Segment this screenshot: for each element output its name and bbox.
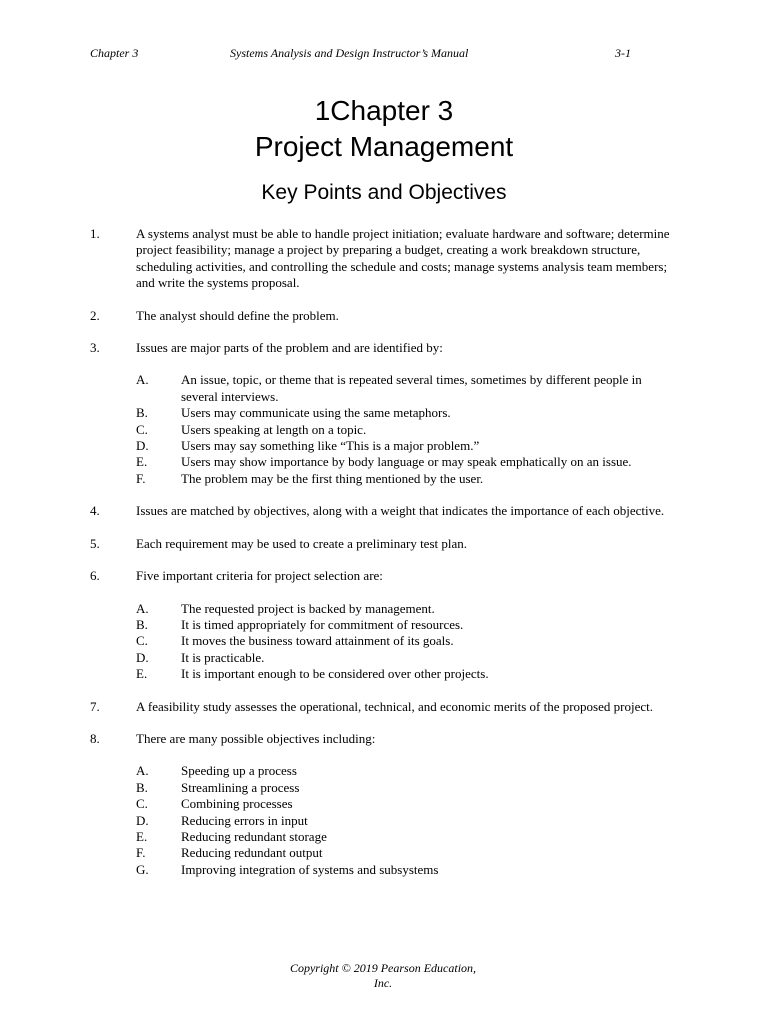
sub-list-item-text: Reducing redundant storage: [181, 828, 327, 844]
running-header-title: Systems Analysis and Design Instructor’s Manual: [230, 46, 469, 60]
sub-list-item: [0, 845, 768, 861]
sub-list-item-letter: E.: [136, 828, 148, 844]
list-item: [0, 731, 768, 878]
sub-list-item-letter: E.: [136, 666, 148, 682]
list-item-text: A feasibility study assesses the operational, technical, and economic merits of the proposed project.: [136, 698, 653, 714]
sub-list-item-text: An issue, topic, or theme that is repeated several times, sometimes by different people in several interviews.: [181, 372, 642, 404]
sub-list-item-letter: C.: [136, 421, 148, 437]
sub-list-item: [0, 601, 768, 617]
sub-list-item-letter: B.: [136, 616, 148, 632]
running-header-page-number: 3-1: [615, 46, 631, 60]
sub-list-item-letter: C.: [136, 633, 148, 649]
sub-list-item-text: It is timed appropriately for commitment of resources.: [181, 616, 464, 632]
list-item-number: 5.: [90, 535, 100, 551]
chapter-title: 1Chapter 3: [314, 95, 454, 126]
copyright-line-1: Copyright © 2019 Pearson Education,: [289, 961, 477, 975]
sub-list-item: [0, 422, 768, 438]
sub-list-item-text: Users speaking at length on a topic.: [181, 421, 367, 437]
sub-list: [0, 601, 768, 683]
sub-list-item-text: Users may show importance by body language or may speak emphatically on an issue.: [181, 454, 632, 470]
list-item-number: 4.: [90, 503, 100, 519]
sub-list-item: [0, 862, 768, 878]
sub-list-item: [0, 666, 768, 682]
list-item-text: Each requirement may be used to create a preliminary test plan.: [136, 535, 467, 551]
sub-list-item-text: It is practicable.: [181, 649, 265, 665]
sub-list-item-letter: D.: [136, 649, 149, 665]
sub-list-item: [0, 454, 768, 470]
copyright-footer: [270, 961, 496, 991]
sub-list-item-letter: G.: [136, 861, 149, 877]
sub-list-item: [0, 796, 768, 812]
sub-list-item-text: The problem may be the first thing mentioned by the user.: [181, 470, 484, 486]
sub-list-item-text: It is important enough to be considered over other projects.: [181, 666, 489, 682]
list-item-text: Issues are matched by objectives, along with a weight that indicates the importance of each objective.: [136, 503, 665, 519]
sub-list-item-text: The requested project is backed by management.: [181, 600, 435, 616]
sub-list-item-letter: F.: [136, 845, 146, 861]
list-item: [0, 568, 768, 682]
sub-list-item: [0, 829, 768, 845]
sub-list-item-letter: E.: [136, 454, 148, 470]
list-item-number: 1.: [90, 226, 100, 241]
sub-list-item-letter: A.: [136, 600, 149, 616]
sub-list-item-letter: D.: [136, 812, 149, 828]
sub-list-item-letter: C.: [136, 796, 148, 812]
list-item: [0, 340, 768, 487]
list-item-text: A systems analyst must be able to handle project initiation; evaluate hardware and software; determine project feasibility; manage a project by preparing a budget, creating a work breakdown structure, scheduling activities, and controlling the schedule and costs; manage systems analysis team members; and write the systems proposal.: [136, 226, 670, 291]
list-item: [0, 308, 768, 324]
sub-list: [0, 372, 768, 487]
sub-list-item-text: Reducing redundant output: [181, 845, 323, 861]
list-item: [0, 536, 768, 552]
copyright-line-2: Inc.: [373, 976, 393, 990]
sub-list-item-text: Users may communicate using the same metaphors.: [181, 405, 451, 421]
sub-list-item-letter: D.: [136, 438, 149, 454]
sub-list-item-letter: A.: [136, 763, 149, 779]
list-item-number: 2.: [90, 307, 100, 323]
sub-list: [0, 763, 768, 878]
list-item-text: The analyst should define the problem.: [136, 307, 339, 323]
sub-list-item: [0, 471, 768, 487]
sub-list-item-text: Improving integration of systems and subsystems: [181, 861, 439, 877]
running-header-chapter: Chapter 3: [90, 46, 139, 60]
sub-list-item: [0, 650, 768, 666]
sub-list-item: [0, 763, 768, 779]
sub-list-item-text: Streamlining a process: [181, 779, 300, 795]
sub-list-item: [0, 633, 768, 649]
section-heading: Key Points and Objectives: [261, 181, 507, 204]
sub-list-item: [0, 617, 768, 633]
sub-list-item: [0, 372, 768, 405]
list-item-text: Issues are major parts of the problem and are identified by:: [136, 340, 443, 356]
sub-list-item: [0, 813, 768, 829]
sub-list-item-letter: B.: [136, 779, 148, 795]
sub-list-item: [0, 780, 768, 796]
list-item-text: There are many possible objectives including:: [136, 730, 376, 746]
sub-list-item: [0, 405, 768, 421]
list-item-number: 6.: [90, 568, 100, 584]
list-item: [0, 226, 768, 292]
sub-list-item-text: It moves the business toward attainment of its goals.: [181, 633, 454, 649]
list-item-number: 7.: [90, 698, 100, 714]
sub-list-item-letter: A.: [136, 372, 149, 388]
sub-list-item-text: Users may say something like “This is a major problem.”: [181, 438, 480, 454]
key-points-list: [0, 226, 768, 894]
list-item-text: Five important criteria for project selection are:: [136, 568, 383, 584]
list-item-number: 3.: [90, 340, 100, 356]
sub-list-item: [0, 438, 768, 454]
sub-list-item-text: Reducing errors in input: [181, 812, 308, 828]
sub-list-item-letter: F.: [136, 470, 146, 486]
list-item: [0, 699, 768, 715]
chapter-subject-title: Project Management: [254, 131, 514, 162]
sub-list-item-letter: B.: [136, 405, 148, 421]
list-item-number: 8.: [90, 730, 100, 746]
list-item: [0, 503, 768, 519]
sub-list-item-text: Speeding up a process: [181, 763, 297, 779]
sub-list-item-text: Combining processes: [181, 796, 293, 812]
